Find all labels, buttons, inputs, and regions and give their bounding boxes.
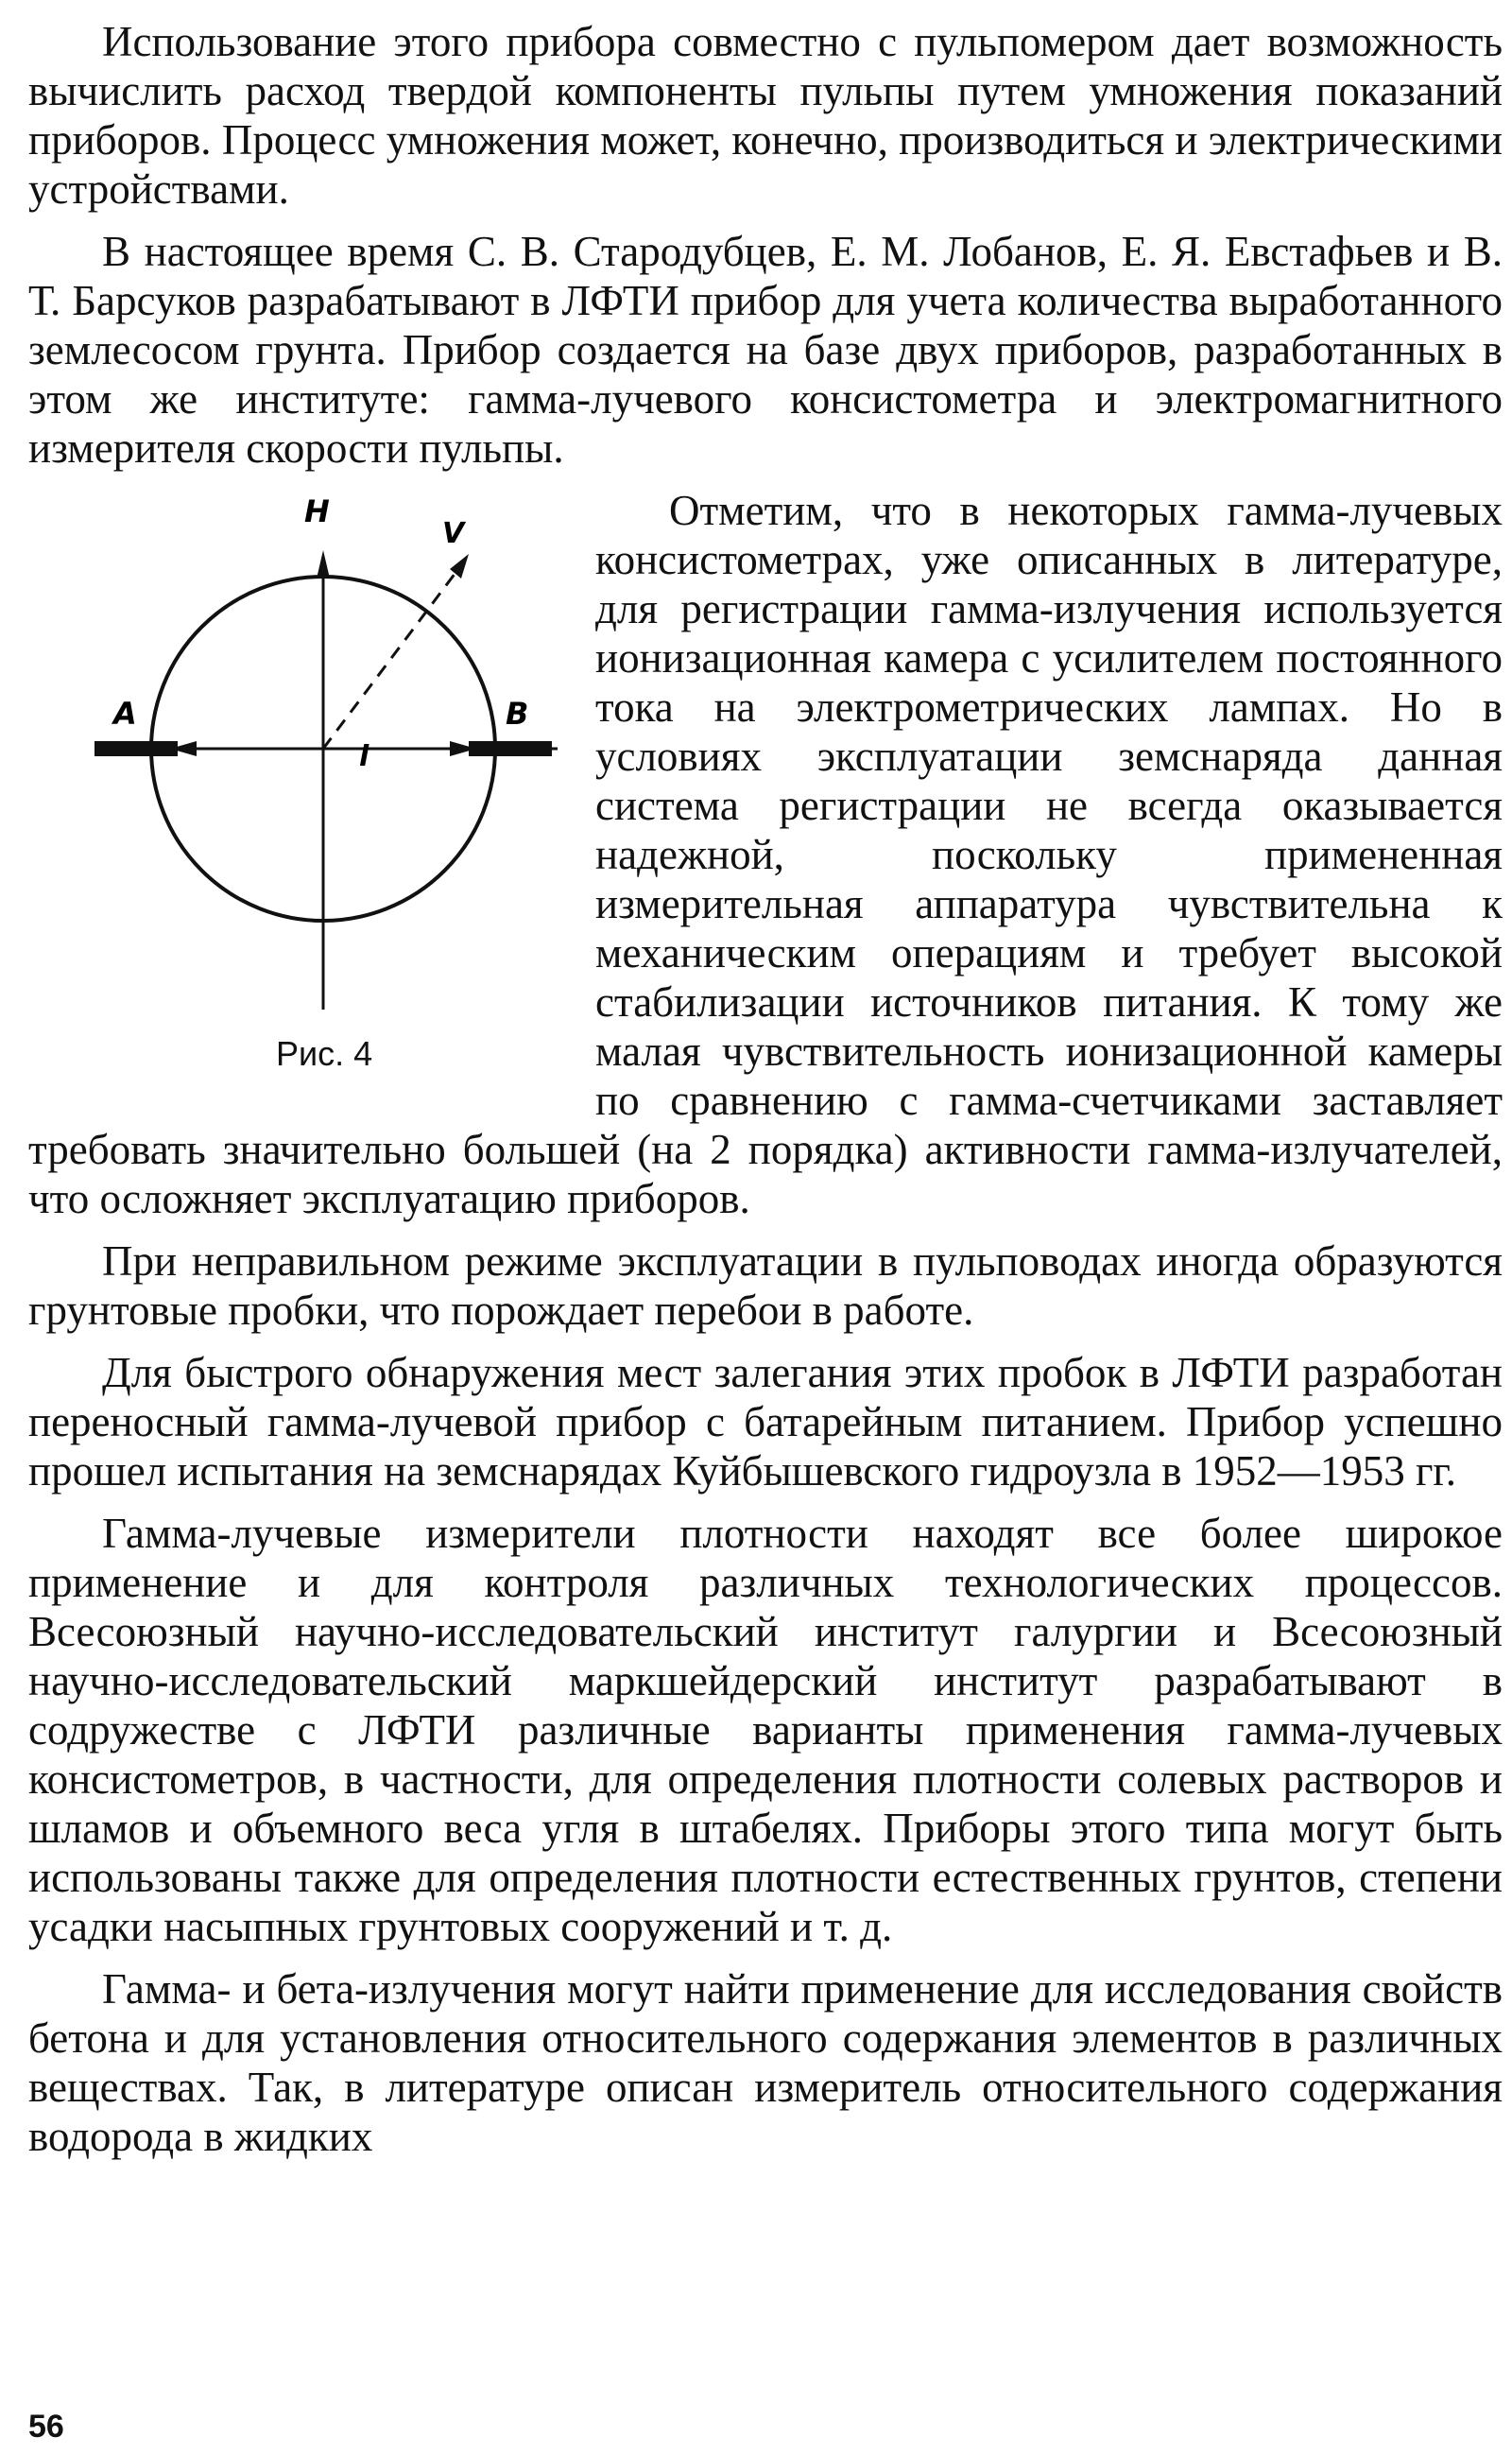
page-number: 56	[28, 2409, 64, 2445]
paragraph-3: Отметим, что в некоторых гамма-лучевых консистометрах, уже описанных в литературе, для регистрации гамма-излучения используется ионизационная камера с усилителем постоянного тока на электрометрических лампах. Но в условиях эксплуатации земснаряда данная система регистрации не всегда оказывается надежной, поскольку примененная измерительная аппаратура чувствительна к механическим операциям и требует высокой стабилизации источников питания. К тому же малая чувствительность ионизационной камеры по сравнению с гамма-счетчиками заставляет требовать значительно большей (на 2 порядка) активности гамма-излучателей, что осложняет эксплуатацию приборов.	[28, 487, 1503, 1222]
paragraph-3-block	[28, 486, 1503, 1223]
h-arrowhead	[317, 550, 330, 579]
paragraph-1: Использование этого прибора совместно с пульпомером дает возможность вычислить расход твердой компоненты пульпы путем умножения показаний приборов. Процесс умножения может, конечно, производиться и электрическими устройствами.	[28, 18, 1503, 213]
paragraph-4: При неправильном режиме эксплуатации в пульповодах иногда образуются грунтовые пробки, что порождает перебои в работе.	[28, 1237, 1503, 1334]
paragraph-6: Гамма-лучевые измерители плотности находят все более широкое применение и для контроля различных технологических процессов. Всесоюзный научно-исследовательский институт галургии и Всесоюзный научно-исследовательский маркшейдерский институт разрабатывают в содружестве с ЛФТИ различные варианты применения гамма-лучевых консистометров, в частности, для определения плотности солевых растворов и шламов и объемного веса угля в штабелях. Приборы этого типа могут быть использованы также для определения плотности естественных грунтов, степени усадки насыпных грунтовых сооружений и т. д.	[28, 1510, 1503, 1950]
label-h: H	[304, 493, 330, 529]
label-l: l	[359, 740, 369, 773]
figure-4-diagram	[28, 492, 576, 1059]
figure-4	[28, 492, 576, 1087]
label-a: A	[113, 696, 137, 732]
page-content	[28, 17, 1503, 2161]
paragraph-5: Для быстрого обнаружения мест залегания этих пробок в ЛФТИ разработан переносный гамма-лучевой прибор с батарейным питанием. Прибор успешно прошел испытания на земснарядах Куйбышевского гидроузла в 1952—1953 гг.	[28, 1349, 1503, 1495]
paragraph-2: В настоящее время С. В. Стародубцев, Е. М. Лобанов, Е. Я. Евстафьев и В. Т. Барсуков разрабатывают в ЛФТИ прибор для учета количества выработанного землесосом грунта. Прибор создается на базе двух приборов, разработанных в этом же институте: гамма-лучевого консистометра и электромагнитного измерителя скорости пульпы.	[28, 228, 1503, 472]
figure-caption: Рис. 4	[276, 1034, 373, 1073]
label-v: V	[442, 517, 465, 550]
electrode-b	[469, 741, 552, 756]
label-b: B	[506, 696, 529, 732]
paragraph-7: Гамма- и бета-излучения могут найти применение для исследования свойств бетона и для установления относительного содержания элементов в различных веществах. Так, в литературе описан измеритель относительного содержания водорода в жидких	[28, 1965, 1503, 2160]
electrode-a	[94, 741, 178, 756]
